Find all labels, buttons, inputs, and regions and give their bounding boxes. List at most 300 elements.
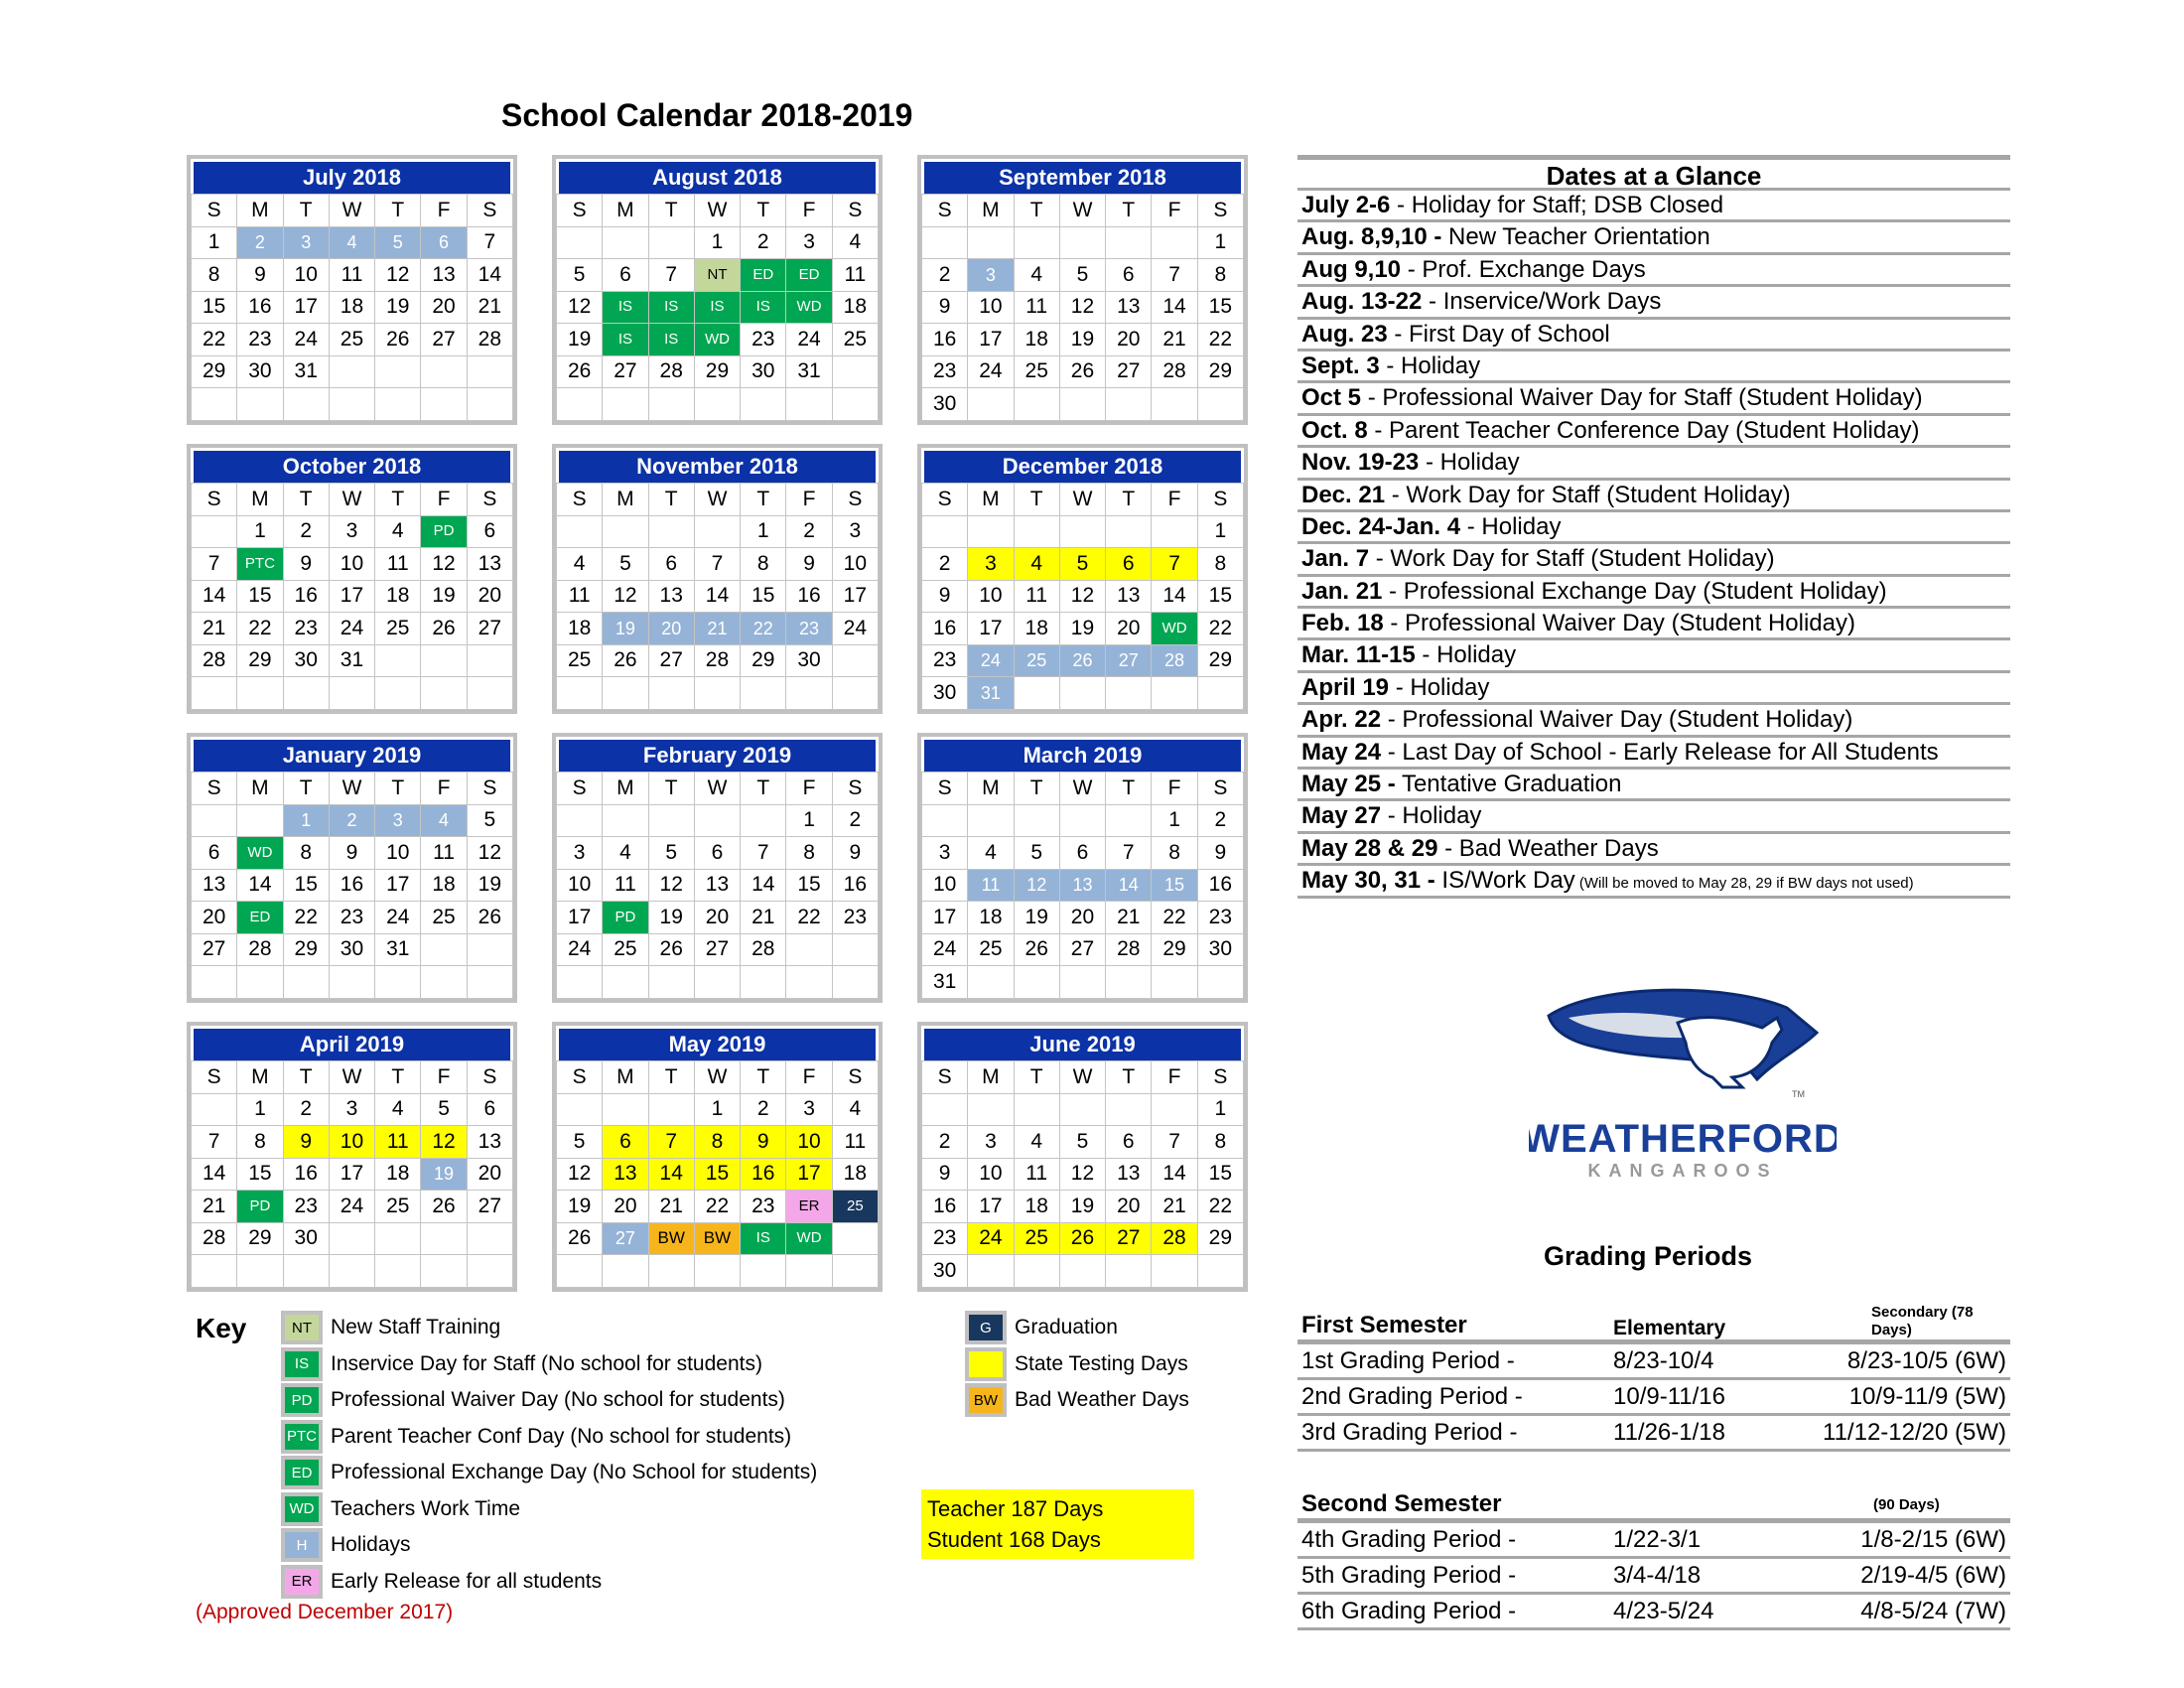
empty-cell (1014, 804, 1059, 837)
day-cell: 16 (832, 869, 878, 902)
day-cell: 27 (1106, 644, 1152, 677)
empty-cell (237, 388, 283, 421)
day-cell: 26 (421, 1191, 467, 1223)
empty-cell (603, 388, 648, 421)
month-header: August 2018 (559, 162, 876, 194)
empty-cell (375, 1222, 421, 1255)
day-cell: 23 (922, 355, 968, 388)
day-cell: 10 (832, 548, 878, 581)
weekday-header: F (1152, 195, 1197, 227)
day-cell: 3 (968, 259, 1014, 292)
day-cell: 4 (832, 226, 878, 259)
day-cell: 23 (1197, 902, 1243, 934)
empty-cell (1106, 388, 1152, 421)
glance-item (1297, 222, 2010, 254)
empty-cell (648, 1093, 694, 1126)
weekday-header: T (375, 773, 421, 805)
day-cell: 16 (922, 324, 968, 356)
empty-cell (1014, 388, 1059, 421)
empty-cell (192, 388, 237, 421)
empty-cell (832, 355, 878, 388)
day-cell: 11 (375, 548, 421, 581)
day-cell: 26 (1059, 355, 1105, 388)
empty-cell (741, 677, 786, 710)
secondary-dates: 1/8-2/15 (6W) (1860, 1526, 2006, 1553)
empty-cell (968, 1093, 1014, 1126)
day-cell: 4 (1014, 548, 1059, 581)
day-cell: 21 (694, 613, 740, 645)
empty-cell (1059, 1093, 1105, 1126)
day-cell: 18 (329, 291, 374, 324)
teacher-days: Teacher 187 Days (927, 1496, 1104, 1521)
day-cell: 5 (375, 226, 421, 259)
day-cell: 16 (329, 869, 374, 902)
glance-item (1297, 801, 2010, 833)
weekday-header: T (1106, 1061, 1152, 1094)
empty-cell (648, 1255, 694, 1288)
empty-cell (467, 644, 512, 677)
day-cell: 1 (237, 515, 283, 548)
glance-description: - Professional Exchange Day (Student Holiday) (1382, 577, 1887, 605)
day-cell: 8 (1197, 548, 1243, 581)
weekday-header: F (421, 1061, 467, 1094)
glance-item (1297, 287, 2010, 319)
empty-cell (557, 1255, 603, 1288)
day-cell: 12 (1059, 1158, 1105, 1191)
day-cell: 27 (1106, 1222, 1152, 1255)
day-cell: IS (648, 324, 694, 356)
day-cell: 25 (421, 902, 467, 934)
day-cell: 24 (968, 1222, 1014, 1255)
empty-cell (1014, 966, 1059, 999)
weekday-header: S (922, 1061, 968, 1094)
empty-cell (603, 966, 648, 999)
day-cell: 26 (375, 324, 421, 356)
empty-cell (1197, 966, 1243, 999)
day-cell: 18 (1014, 1191, 1059, 1223)
key-label: State Testing Days (1015, 1351, 1188, 1375)
first-semester-table (1297, 1304, 2010, 1452)
day-cell: 15 (1197, 580, 1243, 613)
day-cell: BW (648, 1222, 694, 1255)
day-cell: 20 (1106, 1191, 1152, 1223)
empty-cell (557, 515, 603, 548)
weekday-header: F (421, 195, 467, 227)
day-cell: 23 (283, 1191, 329, 1223)
day-cell: 3 (968, 1126, 1014, 1159)
glance-date: May 25 - (1301, 771, 1396, 798)
day-cell: 13 (648, 580, 694, 613)
day-cell: 3 (786, 1093, 832, 1126)
key-item (281, 1382, 785, 1418)
day-cell: 27 (192, 933, 237, 966)
grading-period-label: 2nd Grading Period - (1301, 1383, 1523, 1410)
weekday-header: T (648, 484, 694, 516)
day-cell: 26 (467, 902, 512, 934)
day-cell: 17 (832, 580, 878, 613)
key-label: New Staff Training (331, 1316, 501, 1338)
day-cell: 28 (1152, 1222, 1197, 1255)
day-cell: 30 (786, 644, 832, 677)
glance-item (1297, 834, 2010, 866)
day-cell: 19 (421, 1158, 467, 1191)
day-cell: 12 (1059, 580, 1105, 613)
day-cell: 11 (1014, 291, 1059, 324)
glance-description: - Last Day of School - Early Release for All Students (1381, 738, 1939, 766)
day-cell: 6 (192, 837, 237, 870)
day-cell: 7 (1106, 837, 1152, 870)
glance-description: - Professional Waiver Day for Staff (Student Holiday) (1361, 384, 1923, 412)
weekday-header: S (467, 195, 512, 227)
glance-date: Sept. 3 (1301, 352, 1380, 379)
empty-cell (786, 933, 832, 966)
day-cell: 5 (603, 548, 648, 581)
day-cell: 22 (741, 613, 786, 645)
day-cell: WD (237, 837, 283, 870)
empty-cell (1106, 1255, 1152, 1288)
day-cell: 20 (603, 1191, 648, 1223)
empty-cell (786, 966, 832, 999)
total-days-box (921, 1489, 1194, 1559)
day-cell: 22 (1197, 1191, 1243, 1223)
day-cell: 23 (329, 902, 374, 934)
weekday-header: W (329, 773, 374, 805)
key-item (281, 1346, 762, 1382)
empty-cell (648, 804, 694, 837)
empty-cell (1152, 677, 1197, 710)
day-cell: 28 (237, 933, 283, 966)
glance-description: - Professional Waiver Day (Student Holiday) (1381, 706, 1853, 734)
empty-cell (1152, 1093, 1197, 1126)
empty-cell (557, 226, 603, 259)
day-cell: 22 (1197, 613, 1243, 645)
grading-period-label: 4th Grading Period - (1301, 1526, 1517, 1553)
glance-date: Aug 9,10 (1301, 255, 1402, 283)
key-label: Professional Exchange Day (No School for students) (331, 1461, 818, 1483)
day-cell: 11 (421, 837, 467, 870)
day-cell: 25 (375, 613, 421, 645)
weekday-header: T (648, 773, 694, 805)
day-cell: 29 (1152, 933, 1197, 966)
day-cell: 9 (1197, 837, 1243, 870)
day-cell: 14 (237, 869, 283, 902)
empty-cell (421, 388, 467, 421)
day-cell: WD (786, 1222, 832, 1255)
glance-item (1297, 320, 2010, 352)
empty-cell (741, 966, 786, 999)
day-cell: 24 (557, 933, 603, 966)
day-cell: 19 (467, 869, 512, 902)
empty-cell (694, 515, 740, 548)
weekday-header: S (192, 773, 237, 805)
day-cell: 24 (968, 644, 1014, 677)
glance-item (1297, 738, 2010, 770)
empty-cell (1106, 677, 1152, 710)
day-cell: 22 (786, 902, 832, 934)
key-item (281, 1419, 791, 1455)
key-label: Inservice Day for Staff (No school for students) (331, 1351, 762, 1375)
empty-cell (694, 388, 740, 421)
month-header: November 2018 (559, 451, 876, 483)
weekday-header: S (832, 773, 878, 805)
day-cell: 19 (603, 613, 648, 645)
day-cell: 30 (329, 933, 374, 966)
elementary-dates: 4/23-5/24 (1613, 1598, 1714, 1624)
key-swatch (965, 1347, 1007, 1381)
month-calendar (187, 733, 517, 1003)
weekday-header: T (283, 773, 329, 805)
day-cell: 29 (237, 1222, 283, 1255)
day-cell: 2 (832, 804, 878, 837)
glance-date: May 30, 31 - (1301, 867, 1435, 895)
day-cell: 15 (786, 869, 832, 902)
empty-cell (329, 677, 374, 710)
elementary-dates: 11/26-1/18 (1613, 1419, 1725, 1446)
empty-cell (1014, 1255, 1059, 1288)
day-cell: 4 (1014, 1126, 1059, 1159)
day-cell: 6 (1106, 1126, 1152, 1159)
empty-cell (557, 388, 603, 421)
empty-cell (283, 1255, 329, 1288)
empty-cell (421, 966, 467, 999)
weekday-header: S (1197, 1061, 1243, 1094)
empty-cell (467, 388, 512, 421)
day-cell: 21 (192, 1191, 237, 1223)
day-cell: 30 (922, 677, 968, 710)
weekday-header: T (283, 484, 329, 516)
day-cell: 10 (283, 259, 329, 292)
day-cell: 8 (694, 1126, 740, 1159)
day-cell: 15 (1152, 869, 1197, 902)
glance-description: - Holiday (1389, 673, 1490, 701)
day-cell: PD (603, 902, 648, 934)
day-cell: 27 (467, 1191, 512, 1223)
glance-description: - Holiday (1379, 352, 1481, 379)
empty-cell (1059, 226, 1105, 259)
day-cell: 25 (329, 324, 374, 356)
day-cell: 17 (786, 1158, 832, 1191)
empty-cell (1197, 1255, 1243, 1288)
empty-cell (968, 1255, 1014, 1288)
day-cell: 14 (694, 580, 740, 613)
empty-cell (237, 1255, 283, 1288)
empty-cell (832, 1255, 878, 1288)
glance-date: Aug. 8,9,10 - (1301, 223, 1442, 251)
day-cell: 22 (1197, 324, 1243, 356)
glance-description: - Inservice/Work Days (1422, 288, 1662, 316)
day-cell: 23 (922, 1222, 968, 1255)
day-cell: 3 (329, 1093, 374, 1126)
day-cell: 6 (1106, 548, 1152, 581)
day-cell: 8 (237, 1126, 283, 1159)
day-cell: 23 (786, 613, 832, 645)
day-cell: 10 (968, 291, 1014, 324)
glance-item (1297, 770, 2010, 801)
day-cell: 6 (603, 1126, 648, 1159)
day-cell: 19 (1059, 1191, 1105, 1223)
glance-item (1297, 866, 2010, 898)
weatherford-kangaroos-logo (1529, 988, 1837, 1187)
glance-item (1297, 191, 2010, 222)
day-cell: 9 (832, 837, 878, 870)
day-cell: 29 (1197, 644, 1243, 677)
day-cell: 15 (192, 291, 237, 324)
weekday-header: M (968, 484, 1014, 516)
day-cell: 2 (237, 226, 283, 259)
month-header: October 2018 (194, 451, 510, 483)
day-cell: 20 (421, 291, 467, 324)
month-calendar (187, 1022, 517, 1292)
empty-cell (648, 677, 694, 710)
day-cell: 15 (741, 580, 786, 613)
day-cell: 1 (283, 804, 329, 837)
month-calendar (552, 733, 883, 1003)
empty-cell (467, 355, 512, 388)
day-cell: 4 (375, 515, 421, 548)
day-cell: 11 (832, 259, 878, 292)
weekday-header: W (329, 195, 374, 227)
weekday-header: S (192, 195, 237, 227)
day-cell: 6 (467, 1093, 512, 1126)
weekday-header: T (375, 484, 421, 516)
day-cell: 4 (329, 226, 374, 259)
day-cell: 16 (786, 580, 832, 613)
day-cell: 5 (1059, 259, 1105, 292)
day-cell: 30 (283, 1222, 329, 1255)
day-cell: 7 (648, 1126, 694, 1159)
weekday-header: W (329, 1061, 374, 1094)
empty-cell (1014, 677, 1059, 710)
month-calendar (552, 444, 883, 714)
first-semester-header (1297, 1304, 2010, 1344)
day-cell: 23 (741, 1191, 786, 1223)
weekday-header: F (1152, 773, 1197, 805)
month-header: May 2019 (559, 1029, 876, 1060)
day-cell: 26 (557, 355, 603, 388)
empty-cell (694, 677, 740, 710)
day-cell: 27 (603, 1222, 648, 1255)
day-cell: 1 (786, 804, 832, 837)
empty-cell (237, 966, 283, 999)
day-cell: 13 (603, 1158, 648, 1191)
day-cell: 18 (832, 291, 878, 324)
day-cell: 7 (467, 226, 512, 259)
day-cell: 1 (237, 1093, 283, 1126)
elementary-dates: 3/4-4/18 (1613, 1562, 1702, 1589)
logo-tm: TM (1792, 1089, 1805, 1099)
key-label: Professional Waiver Day (No school for students) (331, 1388, 785, 1411)
day-cell: 30 (237, 355, 283, 388)
weekday-header: T (1106, 484, 1152, 516)
day-cell: ED (786, 259, 832, 292)
weekday-header: W (329, 484, 374, 516)
weekday-header: S (192, 484, 237, 516)
weekday-header: T (648, 1061, 694, 1094)
dates-at-a-glance (1297, 155, 2010, 899)
day-cell: 15 (237, 580, 283, 613)
empty-cell (329, 388, 374, 421)
day-cell: 27 (648, 644, 694, 677)
glance-item (1297, 705, 2010, 737)
glance-description: - Bad Weather Days (1437, 834, 1659, 862)
empty-cell (1014, 1093, 1059, 1126)
weekday-header: W (1059, 195, 1105, 227)
weekday-header: S (557, 773, 603, 805)
empty-cell (603, 677, 648, 710)
day-cell: 15 (1197, 291, 1243, 324)
day-cell: 2 (283, 515, 329, 548)
empty-cell (832, 933, 878, 966)
empty-cell (786, 388, 832, 421)
day-cell: 20 (648, 613, 694, 645)
day-cell: 22 (694, 1191, 740, 1223)
day-cell: 8 (741, 548, 786, 581)
day-cell: 28 (694, 644, 740, 677)
day-cell: 4 (603, 837, 648, 870)
empty-cell (467, 933, 512, 966)
empty-cell (694, 966, 740, 999)
month-header: January 2019 (194, 740, 510, 772)
day-cell: 1 (192, 226, 237, 259)
day-cell: 10 (786, 1126, 832, 1159)
weekday-header: W (694, 1061, 740, 1094)
day-cell: 7 (648, 259, 694, 292)
day-cell: 20 (1106, 324, 1152, 356)
glance-item (1297, 352, 2010, 383)
glance-date: Jan. 7 (1301, 545, 1370, 573)
day-cell: 12 (603, 580, 648, 613)
day-cell: 2 (741, 226, 786, 259)
logo-subtitle: KANGAROOS (1587, 1161, 1778, 1181)
day-cell: 14 (741, 869, 786, 902)
key-swatch: IS (281, 1347, 323, 1381)
day-cell: 24 (832, 613, 878, 645)
empty-cell (1059, 1255, 1105, 1288)
day-cell: 22 (1152, 902, 1197, 934)
day-cell: 4 (421, 804, 467, 837)
weekday-header: S (557, 484, 603, 516)
secondary-dates: 10/9-11/9 (5W) (1848, 1383, 2006, 1410)
day-cell: 10 (922, 869, 968, 902)
month-calendar (187, 155, 517, 425)
second-semester-days: (90 Days) (1873, 1496, 1940, 1513)
day-cell: 25 (1014, 355, 1059, 388)
weekday-header: M (237, 195, 283, 227)
day-cell: 28 (192, 1222, 237, 1255)
glance-item (1297, 481, 2010, 512)
empty-cell (421, 933, 467, 966)
day-cell: 12 (375, 259, 421, 292)
weekday-header: W (694, 195, 740, 227)
day-cell: 31 (283, 355, 329, 388)
empty-cell (603, 1255, 648, 1288)
day-cell: 9 (329, 837, 374, 870)
key-swatch: ED (281, 1456, 323, 1489)
day-cell: 5 (1059, 1126, 1105, 1159)
key-swatch: BW (965, 1383, 1007, 1417)
day-cell: 10 (968, 1158, 1014, 1191)
day-cell: 19 (1014, 902, 1059, 934)
weekday-header: W (1059, 773, 1105, 805)
empty-cell (1059, 804, 1105, 837)
empty-cell (1152, 1255, 1197, 1288)
day-cell: 19 (557, 324, 603, 356)
day-cell: 8 (1197, 1126, 1243, 1159)
empty-cell (968, 515, 1014, 548)
day-cell: 9 (741, 1126, 786, 1159)
weekday-header: T (741, 484, 786, 516)
day-cell: 28 (741, 933, 786, 966)
